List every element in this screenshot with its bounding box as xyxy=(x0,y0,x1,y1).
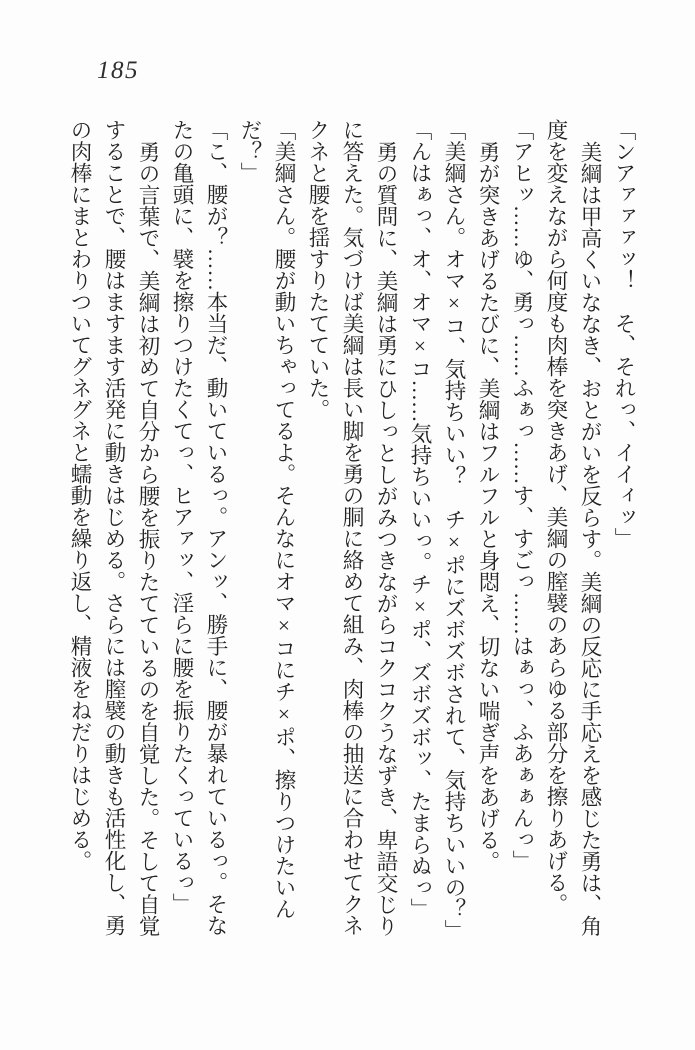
paragraph-narrative: 勇の質問に、美綱は勇にひしっとしがみつきながらコクコクうなずき、卑語交じりに答えた。気づけば美綱は長い脚を勇の胴に絡めて組み、肉棒の抽送に合わせてクネクネと腰を揺すりたてていた。 xyxy=(306,119,398,936)
paragraph-dialogue: 「ンアァァァッ！ そ、それっ、イイィッ」 xyxy=(612,119,636,549)
paragraph-narrative: 勇の言葉で、美綱は初めて自分から腰を振りたてているのを自覚した。そして自覚することで、腰はますます活発に動きはじめる。さらには膣襞の動きも活性化し、勇の肉棒にまとわりついてグネグネと蠕動を繰り返し、精液をねだりはじめる。 xyxy=(68,119,160,936)
paragraph-dialogue: 「んはぁっ、オ、オマ×コ……気持ちいいっ。チ×ポ、ズボズボッ、たまらぬっ」 xyxy=(408,119,432,920)
paragraph-narrative: 美綱は甲高くいななき、おとがいを反らす。美綱の反応に手応えを感じた勇は、角度を変えながら何度も肉棒を突きあげ、美綱の膣襞のあらゆる部分を擦りあげる。 xyxy=(544,119,602,936)
paragraph-dialogue: 「美綱さん。オマ×コ、気持ちいい？ チ×ポにズボズボされて、気持ちいいの？」 xyxy=(442,119,466,941)
vertical-text-area xyxy=(63,119,641,943)
paragraph-dialogue: 「こ、腰が？……本当だ、動いているっ。アンッ、勝手に、腰が暴れているっ。そなたの亀頭に、襞を擦りつけたくてっ、ヒアァッ、淫らに腰を振りたくっているっ」 xyxy=(170,119,228,936)
paragraph-dialogue: 「美綱さん。腰が動いちゃってるよ。そんなにオマ×コにチ×ポ、擦りつけたいんだ？」 xyxy=(238,119,296,920)
paragraph-dialogue: 「アヒッ……ゆ、勇っ……ふぁっ……す、すごっ……はぁっ、ふあぁぁんっ」 xyxy=(510,119,534,872)
page-number: 185 xyxy=(97,57,139,84)
paragraph-narrative: 勇が突きあげるたびに、美綱はフルフルと身悶え、切ない喘ぎ声をあげる。 xyxy=(476,140,500,872)
